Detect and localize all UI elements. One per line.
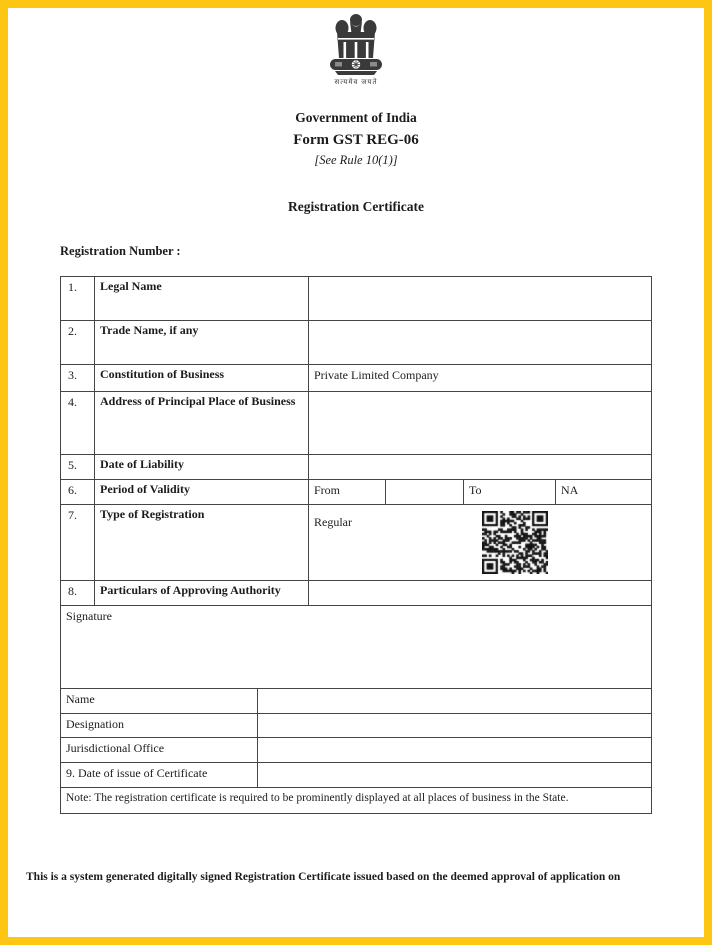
row-label: Period of Validity [95, 480, 309, 504]
row-label: Constitution of Business [95, 365, 309, 391]
validity-to-label: To [464, 480, 556, 504]
signature-row [61, 606, 651, 689]
table-row-constitution-of-business [61, 365, 651, 392]
row-value [309, 455, 651, 479]
table-row-date-of-issue [61, 763, 651, 788]
row-label: Type of Registration [95, 505, 309, 580]
row-number: 3. [61, 365, 95, 391]
government-of-india-title: Government of India [295, 110, 417, 125]
validity-from-label: From [309, 480, 386, 504]
table-row-type-of-registration [61, 505, 651, 581]
row-number: 8. [61, 581, 95, 605]
rule-reference: [See Rule 10(1)] [314, 153, 398, 167]
satyameva-jayate-motto: सत्यमेव जयते [334, 78, 378, 86]
certificate-title: Registration Certificate [287, 199, 425, 214]
row-value: Private Limited Company [314, 368, 439, 382]
ashoka-lion-capital-icon [327, 11, 385, 77]
row-number: 2. [61, 321, 95, 364]
row-number: 6. [61, 480, 95, 504]
form-title: Form GST REG-06 [293, 132, 419, 148]
table-row-period-of-validity [61, 480, 651, 505]
table-row-jurisdictional-office [61, 738, 651, 763]
row-value [309, 581, 651, 605]
type-of-registration-cell [309, 505, 651, 580]
note-text: Note: The registration certificate is required to be prominently displayed at all places of business in the State. [66, 792, 569, 804]
table-row-name [61, 689, 651, 714]
row-label: Legal Name [95, 277, 309, 320]
detail-label: 9. Date of issue of Certificate [61, 763, 258, 787]
row-label: Date of Liability [95, 455, 309, 479]
detail-value [258, 689, 651, 713]
row-number: 5. [61, 455, 95, 479]
row-number: 1. [61, 277, 95, 320]
registration-number-label: Registration Number : [60, 244, 181, 258]
row-label: Trade Name, if any [95, 321, 309, 364]
detail-label: Jurisdictional Office [61, 738, 258, 762]
row-label: Address of Principal Place of Business [95, 392, 309, 454]
row-value [309, 321, 651, 364]
table-row-legal-name [61, 277, 651, 321]
row-value [309, 392, 651, 454]
validity-from-value [386, 480, 464, 504]
signature-label: Signature [66, 609, 112, 623]
table-row-designation [61, 714, 651, 738]
detail-value [258, 714, 651, 737]
row-value [309, 277, 651, 320]
row-number: 4. [61, 392, 95, 454]
period-of-validity-cells [309, 480, 651, 504]
detail-value [258, 763, 651, 787]
detail-label: Designation [61, 714, 258, 737]
row-number: 7. [61, 505, 95, 580]
row-label: Particulars of Approving Authority [95, 581, 309, 605]
qr-code [482, 511, 548, 574]
validity-to-value: NA [561, 483, 579, 497]
certificate-table [60, 276, 652, 814]
detail-value [258, 738, 651, 762]
table-row-date-of-liability [61, 455, 651, 480]
table-row-trade-name [61, 321, 651, 365]
registration-type-value: Regular [314, 515, 352, 529]
detail-label: Name [61, 689, 258, 713]
india-national-emblem [8, 11, 704, 86]
table-row-approving-authority [61, 581, 651, 606]
note-row [61, 788, 651, 813]
footer-statement: This is a system generated digitally signed Registration Certificate issued based on the deemed approval of application on [26, 871, 621, 883]
table-row-principal-place-address [61, 392, 651, 455]
